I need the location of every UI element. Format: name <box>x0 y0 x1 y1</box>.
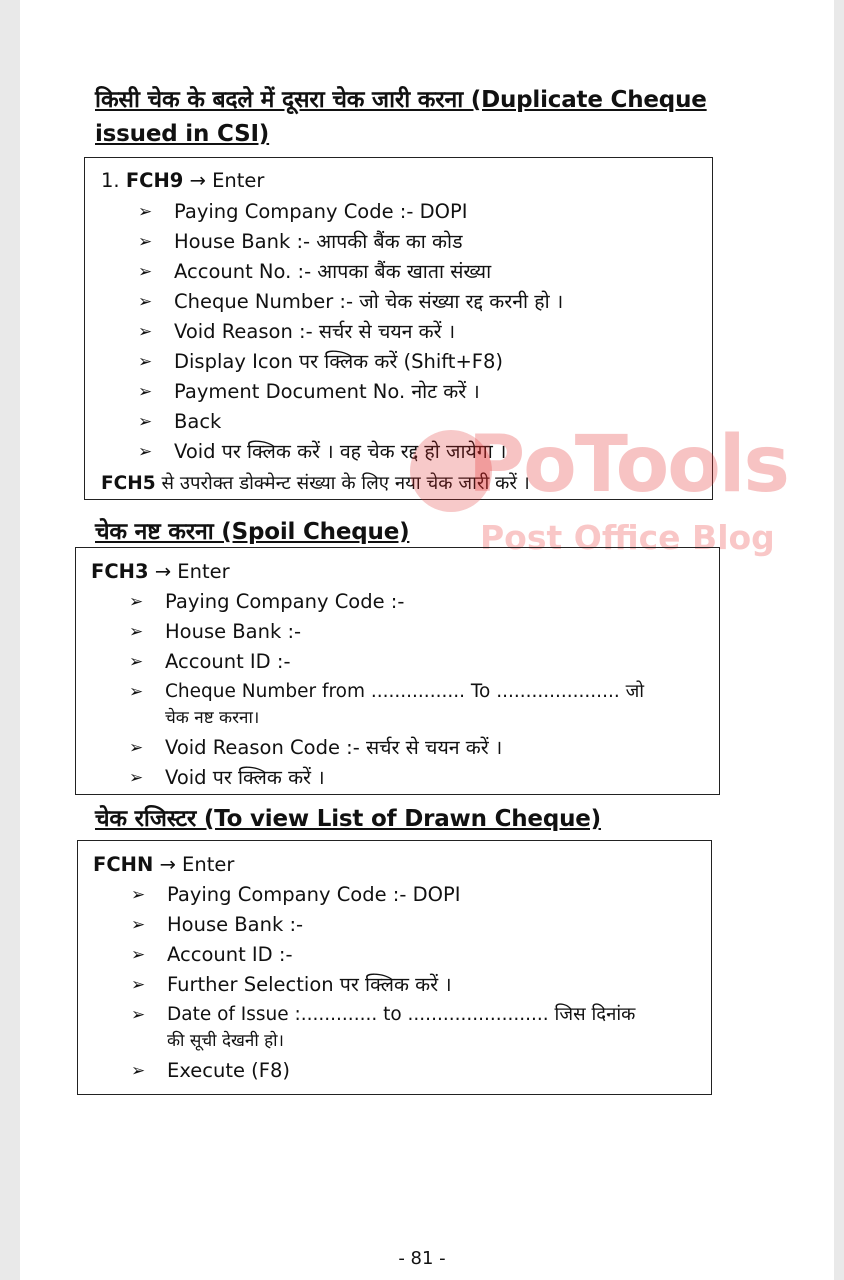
bullet-icon: ➢ <box>138 382 153 402</box>
bullet-icon: ➢ <box>131 885 146 905</box>
section2-item: Paying Company Code :- <box>165 590 405 613</box>
page-number: - 81 - <box>398 1248 446 1269</box>
cmd-code: FCHN <box>93 853 154 876</box>
section1-heading-line1: किसी चेक के बदले में दूसरा चेक जारी करना (Duplicate Cheque <box>95 87 707 113</box>
section1-item: Payment Document No. नोट करें । <box>174 380 480 403</box>
section1-item: Display Icon पर क्लिक करें (Shift+F8) <box>174 350 504 373</box>
section1-footer <box>101 471 530 497</box>
bullet-icon: ➢ <box>129 738 144 758</box>
bullet-icon: ➢ <box>131 1061 146 1081</box>
bullet-icon: ➢ <box>138 292 153 312</box>
bullet-icon: ➢ <box>131 975 146 995</box>
section2-item: Void Reason Code :- सर्चर से चयन करें । <box>165 736 503 759</box>
bullet-icon: ➢ <box>138 202 153 222</box>
bullet-icon: ➢ <box>138 232 153 252</box>
section1-command <box>101 168 264 194</box>
section3-item: Execute (F8) <box>167 1059 291 1082</box>
section2-command <box>91 559 230 585</box>
section3-item: House Bank :- <box>167 913 304 936</box>
bullet-icon: ➢ <box>131 945 146 965</box>
bullet-icon: ➢ <box>138 352 153 372</box>
cmd-action: Enter <box>182 853 235 876</box>
section1-item: Void Reason :- सर्चर से चयन करें । <box>174 320 456 343</box>
section3-item: Date of Issue :............. to ........................ जिस दिनांक <box>167 1004 636 1025</box>
cmd-action: Enter <box>212 169 265 192</box>
bullet-icon: ➢ <box>129 592 144 612</box>
section2-item: Void पर क्लिक करें । <box>165 766 325 789</box>
bullet-icon: ➢ <box>131 915 146 935</box>
section2-item: Account ID :- <box>165 650 291 673</box>
cmd-prefix: 1. <box>101 169 126 192</box>
section3-item: Further Selection पर क्लिक करें । <box>167 973 452 996</box>
cmd-code: FCH3 <box>91 560 149 583</box>
section1-item: Back <box>174 410 222 433</box>
footer-text: से उपरोक्त डोक्मेन्ट संख्या के लिए नया चेक जारी करें । <box>155 473 530 494</box>
section1-item: House Bank :- आपकी बैंक का कोड <box>174 230 463 253</box>
section1-heading-line2: issued in CSI) <box>95 121 270 147</box>
section3-heading: चेक रजिस्टर (To view List of Drawn Cheque) <box>95 806 601 832</box>
section1-item: Void पर क्लिक करें । वह चेक रद्द हो जायेगा । <box>174 440 507 463</box>
bullet-icon: ➢ <box>129 682 144 702</box>
bullet-icon: ➢ <box>129 622 144 642</box>
arrow-icon: → <box>154 560 172 583</box>
cmd-action: Enter <box>177 560 230 583</box>
footer-code: FCH5 <box>101 473 156 494</box>
section1-item: Account No. :- आपका बैंक खाता संख्या <box>174 260 492 283</box>
arrow-icon: → <box>189 169 206 192</box>
bullet-icon: ➢ <box>138 262 153 282</box>
section2-item: Cheque Number from ................ To ..................... जो <box>165 681 645 702</box>
section2-heading: चेक नष्ट करना (Spoil Cheque) <box>95 519 410 545</box>
section2-item-continuation: चेक नष्ट करना। <box>165 708 260 728</box>
arrow-icon: → <box>159 853 176 876</box>
section1-item: Cheque Number :- जो चेक संख्या रद्द करनी हो । <box>174 290 564 313</box>
cmd-code: FCH9 <box>125 169 184 192</box>
bullet-icon: ➢ <box>131 1005 146 1025</box>
watermark-main-text: PoTools <box>468 420 788 510</box>
section3-command <box>93 852 234 878</box>
bullet-icon: ➢ <box>138 412 153 432</box>
section1-item: Paying Company Code :- DOPI <box>174 200 468 223</box>
section2-item: House Bank :- <box>165 620 302 643</box>
bullet-icon: ➢ <box>129 768 144 788</box>
watermark-sub-text: Post Office Blog <box>480 518 775 557</box>
section3-item: Paying Company Code :- DOPI <box>167 883 461 906</box>
section3-item-continuation: की सूची देखनी हो। <box>167 1031 285 1051</box>
bullet-icon: ➢ <box>138 442 153 462</box>
bullet-icon: ➢ <box>138 322 153 342</box>
bullet-icon: ➢ <box>129 652 144 672</box>
section3-item: Account ID :- <box>167 943 293 966</box>
